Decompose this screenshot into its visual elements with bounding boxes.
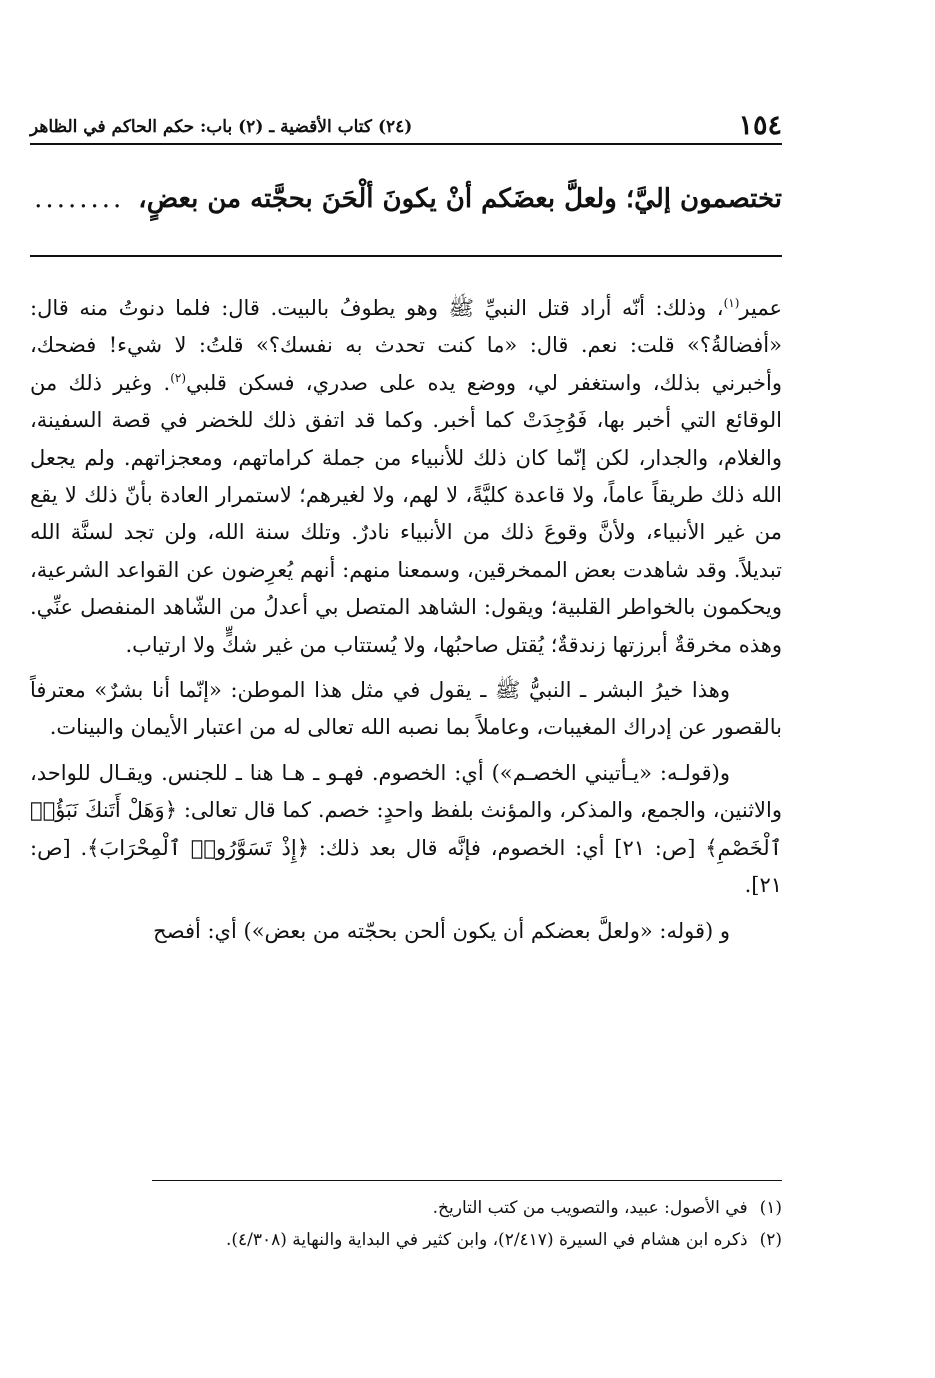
paragraph-text: ، وذلك: أنّه أراد قتل النبيِّ ﷺ وهو يطوفُ بالبيت. قال: فلما دنوتُ منه قال: «أفضالةُ؟» قلت: نعم. قال: «ما كنت تحدث به نفسك؟» قلتُ: لا شيء! فضحك، وأخبرني بذلك، واستغفر لي، ووضع يده على صدري، فسكن قلبي (30, 296, 782, 395)
page-header (30, 108, 782, 144)
footnote-ref-1[interactable]: (١) (723, 296, 740, 310)
hadith-text (30, 170, 782, 228)
footnote-text: ذكره ابن هشام في السيرة (٢/٤١٧)، وابن كثير في البداية والنهاية (٤/٣٠٨). (225, 1230, 748, 1250)
footnote-text: في الأصول: عبيد، والتصويب من كتب التاريخ. (432, 1198, 748, 1218)
paragraph-text: . وغير ذلك من الوقائع التي أخبر بها، فَوُجِدَتْ كما أخبر. وكما قد اتفق ذلك للخضر في قصة السفينة، والغلام، والجدار، لكن إنّما كان ذلك للأنبياء من جملة كراماتهم، ومعجزاتهم. ولم يجعل الله ذلك طريقاً عاماً، ولا قاعدة كليَّةً، لا لهم، ولا لغيرهم؛ لاستمرار العادة بأنّ ذلك لا يقع من غير الأنبياء، ولأنَّ وقوعَ ذلك من الأنبياء نادرٌ. وتلك سنة الله، ولن تجد لسنَّة الله تبديلاً. وقد شاهدت بعض الممخرقين، وسمعنا منهم: أنهم يُعرِضون عن القواعد الشرعية، ويحكمون بالخواطر القلبية؛ ويقول: الشاهد المتصل بي أعدلُ من الشّاهد المنفصل عنِّي. وهذه مخرقةٌ أبرزتها زندقةٌ؛ يُقتل صاحبُها، ولا يُستتاب من غير شكٍّ ولا ارتياب. (30, 370, 782, 657)
hadith-ellipsis: ........ (34, 184, 125, 214)
commentary-body (30, 290, 782, 950)
commentary-paragraph-3: و(قولـه: «يـأتيني الخصـم») أي: الخصوم. فهـو ـ هـا هنا ـ للجنس. ويقـال للواحد، والاثنين، والجمع، والمذكر، والمؤنث بلفظ واحدٍ: خصم. كما قال تعالى: ﴿وَهَلْ أَتَنكَ نَبَؤُا۟ ٱلْخَصْمِ﴾ [ص: ٢١] أي: الخصوم، فإنَّه قال بعد ذلك: ﴿إِذْ تَسَوَّرُوا۟ ٱلْمِحْرَابَ﴾. [ص: ٢١]. (30, 760, 782, 898)
footnote-1 (30, 1192, 782, 1224)
header-divider (30, 143, 782, 145)
footnote-ref-2[interactable]: (٢) (170, 370, 187, 385)
commentary-paragraph-4: و (قوله: «ولعلَّ بعضكم أن يكون ألحن بحجّته من بعض») أي: أفصح (153, 918, 730, 943)
hadith-line: تختصمون إليَّ؛ ولعلَّ بعضَكم أنْ يكونَ ألْحَنَ بحجَّته من بعضٍ، (138, 184, 782, 214)
running-title: (٢٤) كتاب الأقضية ـ (٢) باب: حكم الحاكم في الظاهر (30, 117, 413, 137)
paragraph-text: عمير (739, 296, 782, 320)
footnote-2 (30, 1224, 782, 1256)
hadith-divider (30, 255, 782, 257)
page-number: ١٥٤ (738, 110, 782, 141)
commentary-paragraph-1 (30, 290, 782, 664)
footnote-divider (152, 1180, 782, 1181)
footnote-number: (١) (759, 1198, 782, 1218)
commentary-paragraph-2: وهذا خيرُ البشر ـ النبيُّ ﷺ ـ يقول في مثل هذا الموطن: «إنّما أنا بشرٌ» معترفاً بالقصور عن إدراك المغيبات، وعاملاً بما نصبه الله تعالى له من اعتبار الأيمان والبينات. (30, 678, 782, 740)
footnotes (30, 1192, 782, 1256)
footnote-number: (٢) (759, 1230, 782, 1250)
